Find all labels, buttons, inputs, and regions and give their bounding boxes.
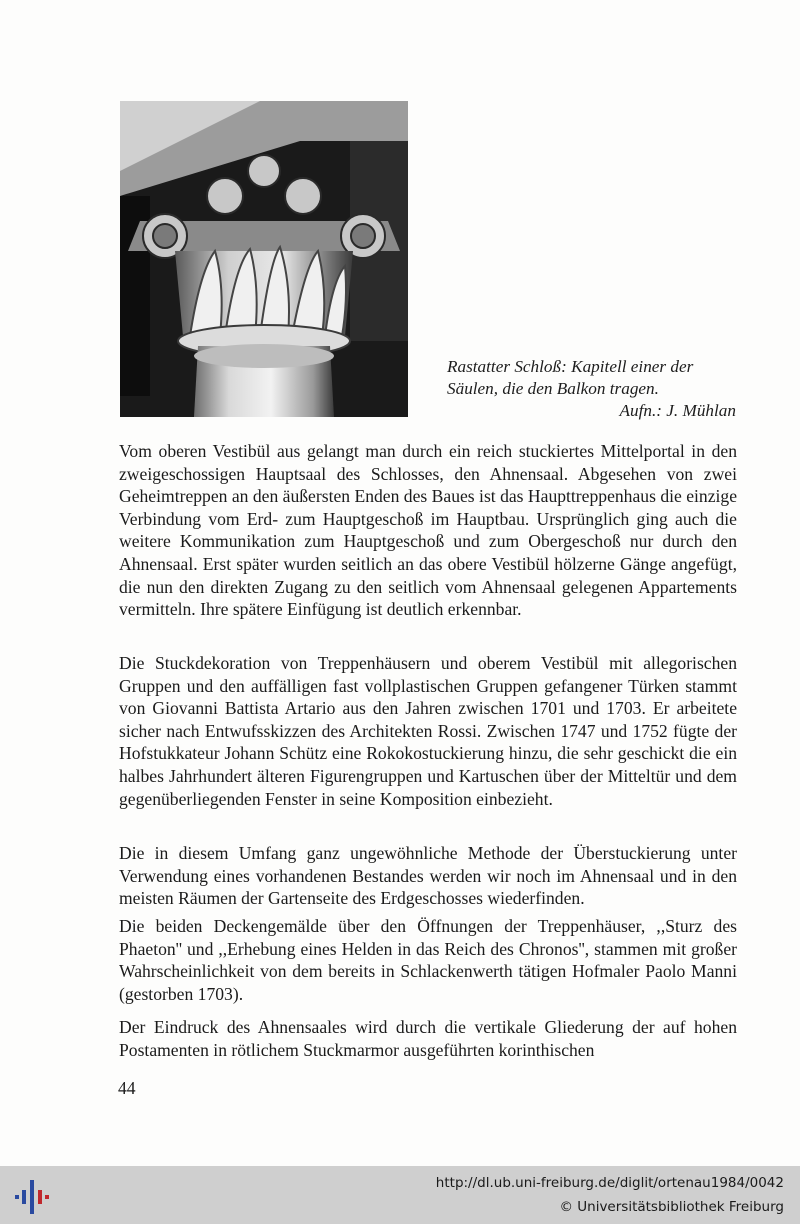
caption-line-1: Rastatter Schloß: Kapitell einer der: [447, 357, 694, 376]
paragraph-2: Die Stuckdekoration von Treppenhäusern und oberem Vestibül mit allegorischen Gruppen und den auffälligen fast vollplastischen Gruppen gefangener Türken stammt von Giovanni Battista Artario aus den Jahren zwischen 1701 und 1703. Er arbeitete sicher nach Entwufsskizzen des Architekten Rossi. Zwischen 1747 und 1752 fügte der Hofstukkateur Johann Schütz eine Rokokostuckierung hinzu, die sehr geschickt die ein halbes Jahrhundert älteren Figurengruppen und Kartuschen über der Mitteltür und dem gegenüberliegenden Fenster in seine Komposition einbezieht.: [119, 653, 737, 809]
photo-caption: [430, 356, 736, 422]
caption-credit: Aufn.: J. Mühlan: [619, 401, 736, 420]
paragraph-4: Die beiden Deckengemälde über den Öffnungen der Treppenhäuser, ,,Sturz des Phaeton'' und ,,Erhebung eines Helden in das Reich des Chronos'', stammen mit großer Wahrscheinlichkeit von dem bereits in Schlackenwerth tätigen Hofmaler Paolo Manni (gestorben 1703).: [119, 916, 737, 1004]
footer-bar: [0, 1166, 800, 1224]
paragraph-5: Der Eindruck des Ahnensaales wird durch die vertikale Gliederung der auf hohen Postamenten in rötlichem Stuckmarmor ausgeführten korinthischen: [119, 1017, 737, 1060]
paragraph-1: Vom oberen Vestibül aus gelangt man durch ein reich stuckiertes Mittelportal in den zweigeschossigen Hauptsaal des Schlosses, den Ahnensaal. Abgesehen von zwei Geheimtreppen an den äußersten Enden des Baues ist das Haupttreppenhaus die einzige Verbindung vom Erd- zum Hauptgeschoß im Hauptbau. Ursprünglich ging auch die weitere Kommunikation zum Hauptgeschoß und zum Obergeschoß nur durch den Ahnensaal. Erst später wurden seitlich an das obere Vestibül hölzerne Gänge angefügt, die nun den direkten Zugang zu den seitlich vom Ahnensaal gelegenen Appartements vermitteln. Ihre spätere Einfügung ist deutlich erkennbar.: [119, 441, 738, 620]
library-logo-icon: [12, 1180, 52, 1214]
footer-url[interactable]: http://dl.ub.uni-freiburg.de/diglit/ortenau1984/0042: [435, 1175, 784, 1191]
corinthian-capital-image: [120, 101, 408, 417]
paragraph-3: Die in diesem Umfang ganz ungewöhnliche Methode der Überstuckierung unter Verwendung eines vorhandenen Bestandes werden wir noch im Ahnensaal und in den meisten Räumen der Gartenseite des Erdgeschosses wiederfinden.: [119, 843, 737, 909]
footer-copyright: © Universitätsbibliothek Freiburg: [559, 1199, 784, 1215]
caption-line-2: Säulen, die den Balkon tragen.: [447, 379, 659, 398]
capital-photo: [120, 101, 408, 417]
page-number: 44: [118, 1078, 136, 1098]
